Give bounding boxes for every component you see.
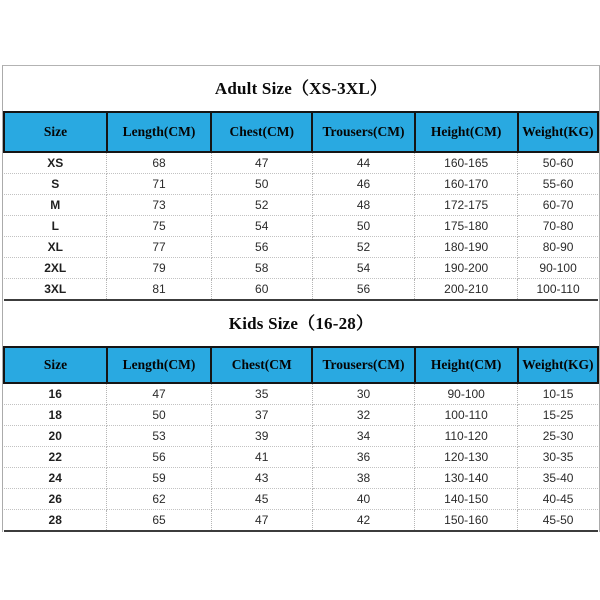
value-cell: 30	[312, 383, 414, 405]
size-cell: M	[4, 195, 107, 216]
value-cell: 44	[312, 152, 414, 174]
table-row	[4, 279, 598, 301]
value-cell: 100-110	[518, 279, 598, 301]
table-row	[4, 489, 598, 510]
value-cell: 75	[107, 216, 211, 237]
value-cell: 81	[107, 279, 211, 301]
value-cell: 160-170	[415, 174, 518, 195]
value-cell: 37	[211, 405, 312, 426]
value-cell: 40	[312, 489, 414, 510]
value-cell: 30-35	[518, 447, 598, 468]
value-cell: 43	[211, 468, 312, 489]
value-cell: 175-180	[415, 216, 518, 237]
size-cell: XS	[4, 152, 107, 174]
table-row	[4, 174, 598, 195]
value-cell: 70-80	[518, 216, 598, 237]
value-cell: 47	[211, 510, 312, 532]
table-row	[4, 426, 598, 447]
value-cell: 62	[107, 489, 211, 510]
value-cell: 54	[211, 216, 312, 237]
column-header-cell: Trousers(CM)	[312, 347, 414, 383]
value-cell: 47	[211, 152, 312, 174]
value-cell: 35-40	[518, 468, 598, 489]
table-row	[4, 152, 598, 174]
value-cell: 60	[211, 279, 312, 301]
adult-size-table	[3, 111, 599, 301]
value-cell: 120-130	[415, 447, 518, 468]
size-cell: 2XL	[4, 258, 107, 279]
value-cell: 77	[107, 237, 211, 258]
size-cell: 22	[4, 447, 107, 468]
value-cell: 71	[107, 174, 211, 195]
value-cell: 180-190	[415, 237, 518, 258]
size-cell: L	[4, 216, 107, 237]
value-cell: 56	[211, 237, 312, 258]
value-cell: 68	[107, 152, 211, 174]
value-cell: 90-100	[518, 258, 598, 279]
value-cell: 130-140	[415, 468, 518, 489]
adult-size-title: Adult Size（XS-3XL）	[3, 66, 599, 111]
size-cell: 28	[4, 510, 107, 532]
column-header-cell: Weight(KG)	[518, 112, 598, 152]
value-cell: 48	[312, 195, 414, 216]
table-row	[4, 258, 598, 279]
size-cell: 26	[4, 489, 107, 510]
value-cell: 46	[312, 174, 414, 195]
column-header-cell: Chest(CM	[211, 347, 312, 383]
column-header-cell: Length(CM)	[107, 112, 211, 152]
header-row	[4, 112, 598, 152]
column-header-cell: Chest(CM)	[211, 112, 312, 152]
value-cell: 34	[312, 426, 414, 447]
size-cell: XL	[4, 237, 107, 258]
value-cell: 42	[312, 510, 414, 532]
column-header-cell: Weight(KG)	[518, 347, 598, 383]
value-cell: 54	[312, 258, 414, 279]
value-cell: 41	[211, 447, 312, 468]
column-header-cell: Size	[4, 112, 107, 152]
value-cell: 200-210	[415, 279, 518, 301]
value-cell: 56	[107, 447, 211, 468]
column-header-cell: Size	[4, 347, 107, 383]
value-cell: 52	[211, 195, 312, 216]
value-cell: 10-15	[518, 383, 598, 405]
value-cell: 40-45	[518, 489, 598, 510]
table-row	[4, 195, 598, 216]
table-row	[4, 383, 598, 405]
value-cell: 15-25	[518, 405, 598, 426]
value-cell: 80-90	[518, 237, 598, 258]
size-cell: 18	[4, 405, 107, 426]
value-cell: 140-150	[415, 489, 518, 510]
value-cell: 73	[107, 195, 211, 216]
value-cell: 50	[312, 216, 414, 237]
value-cell: 160-165	[415, 152, 518, 174]
column-header-cell: Height(CM)	[415, 112, 518, 152]
value-cell: 59	[107, 468, 211, 489]
value-cell: 60-70	[518, 195, 598, 216]
value-cell: 190-200	[415, 258, 518, 279]
size-cell: S	[4, 174, 107, 195]
value-cell: 47	[107, 383, 211, 405]
value-cell: 50-60	[518, 152, 598, 174]
value-cell: 50	[107, 405, 211, 426]
value-cell: 58	[211, 258, 312, 279]
value-cell: 56	[312, 279, 414, 301]
value-cell: 110-120	[415, 426, 518, 447]
value-cell: 100-110	[415, 405, 518, 426]
value-cell: 25-30	[518, 426, 598, 447]
value-cell: 53	[107, 426, 211, 447]
size-chart-block	[2, 65, 600, 532]
kids-size-title: Kids Size（16-28）	[3, 301, 599, 346]
value-cell: 65	[107, 510, 211, 532]
table-row	[4, 237, 598, 258]
size-cell: 24	[4, 468, 107, 489]
column-header-cell: Length(CM)	[107, 347, 211, 383]
value-cell: 39	[211, 426, 312, 447]
value-cell: 90-100	[415, 383, 518, 405]
table-row	[4, 510, 598, 532]
table-row	[4, 447, 598, 468]
table-row	[4, 405, 598, 426]
table-row	[4, 468, 598, 489]
size-cell: 16	[4, 383, 107, 405]
value-cell: 45-50	[518, 510, 598, 532]
value-cell: 150-160	[415, 510, 518, 532]
value-cell: 36	[312, 447, 414, 468]
value-cell: 79	[107, 258, 211, 279]
size-cell: 3XL	[4, 279, 107, 301]
kids-size-table	[3, 346, 599, 532]
value-cell: 35	[211, 383, 312, 405]
size-cell: 20	[4, 426, 107, 447]
column-header-cell: Height(CM)	[415, 347, 518, 383]
value-cell: 52	[312, 237, 414, 258]
value-cell: 45	[211, 489, 312, 510]
value-cell: 172-175	[415, 195, 518, 216]
value-cell: 32	[312, 405, 414, 426]
value-cell: 50	[211, 174, 312, 195]
value-cell: 55-60	[518, 174, 598, 195]
value-cell: 38	[312, 468, 414, 489]
table-row	[4, 216, 598, 237]
header-row	[4, 347, 598, 383]
column-header-cell: Trousers(CM)	[312, 112, 414, 152]
